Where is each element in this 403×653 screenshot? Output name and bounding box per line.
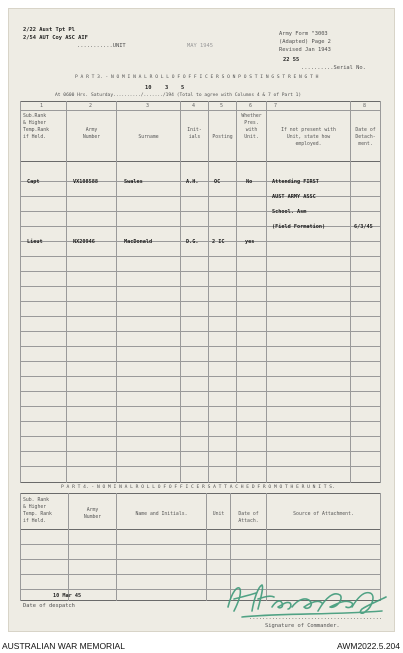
column-number-4: 4 — [192, 103, 196, 109]
part-4-title: P A R T 4. - N O M I N A L R O L L O F O F F I C E R S A T T A C H E D F R O M O T H E R U N I T S. — [61, 485, 335, 490]
header-initials: Init- ials — [187, 128, 202, 140]
row-1-rank: Capt — [27, 179, 40, 185]
row-1-detachment-date: 6/3/45 — [354, 224, 373, 230]
despatch-date-label: Date of despatch — [23, 603, 75, 609]
serial-label: ..........Serial No. — [301, 65, 366, 71]
date-day: 10 — [145, 85, 152, 91]
despatch-date: 10 Mar 45 — [53, 593, 82, 599]
form-id-line-3: Revised Jan 1943 — [279, 47, 331, 53]
header-army-number: Army Number — [82, 128, 101, 140]
form-id-line-1: Army Form "3003 — [279, 31, 328, 37]
row-1-present: No — [246, 179, 253, 185]
serial-number: 22 55 — [283, 57, 300, 63]
row-2-army-number: NX20946 — [73, 239, 95, 245]
header-detachment-date: Date of Detach- ment. — [355, 128, 376, 147]
header-employment: If not present with Unit, state how employed. — [281, 128, 336, 147]
column-number-1: 1 — [40, 103, 44, 109]
p4-header-attach-date: Date of Attach. — [238, 512, 259, 524]
column-number-3: 3 — [146, 103, 150, 109]
faint-stamp: MAY 1945 — [187, 43, 213, 49]
row-1-posting: OC — [214, 179, 221, 185]
header-rank: Sub.Rank & Higher Temp.Rank if Held. — [23, 114, 49, 140]
p4-header-army-number: Army Number — [83, 508, 102, 520]
row-1-employed-line-3: School. Asm — [272, 209, 307, 215]
header-posting: Posting — [212, 135, 233, 140]
row-1-initials: A.H. — [186, 179, 199, 185]
p4-header-rank: Sub. Rank & Higher Temp. Rank if Held. — [23, 498, 52, 524]
part-3-title: P A R T 3. - N O M I N A L R O L L O F O F F I C E R S O N P O S T I N G S T R E N G T H — [75, 75, 319, 80]
row-2-posting: 2 IC — [212, 239, 225, 245]
date-year: 5 — [181, 85, 185, 91]
row-2-present: yes — [245, 239, 255, 245]
row-2-rank: Lieut — [27, 239, 43, 245]
column-number-2: 2 — [89, 103, 93, 109]
p4-header-unit: Unit — [212, 512, 225, 517]
header-present: Whether Pres. with Unit. — [241, 114, 262, 140]
unit-line-1: 2/22 Aust Tpt Pl — [23, 27, 75, 33]
unit-label: ...........UNIT — [77, 43, 126, 49]
form-sheet — [8, 8, 395, 632]
p4-header-name: Name and Initials. — [135, 512, 188, 517]
column-number-5: 5 — [220, 103, 224, 109]
archive-caption-bar — [0, 641, 403, 653]
row-2-initials: D.G. — [186, 239, 199, 245]
row-1-army-number: VX108588 — [73, 179, 98, 185]
column-number-6: 6 — [249, 103, 253, 109]
p4-header-source: Source of Attachment. — [293, 512, 354, 517]
row-1-employed-line-1: Attending FIRST — [272, 179, 319, 185]
row-1-surname: Swales — [124, 179, 143, 185]
unit-line-2: 2/54 AUT Coy ASC AIF — [23, 35, 88, 41]
column-number-7: 7 — [274, 103, 278, 109]
signature-label: Signature of Commander. — [265, 623, 340, 629]
archive-caption-left: AUSTRALIAN WAR MEMORIAL — [2, 641, 125, 651]
row-1-employed-line-2: AUST ARMY ASSC — [272, 194, 316, 200]
date-line: At 0600 Hrs. Saturday........../......./194 (Total to agree with Columns 4 & 7 of Part 1) — [55, 93, 302, 98]
column-number-8: 8 — [363, 103, 367, 109]
archive-caption-right: AWM2022.5.204 — [337, 641, 400, 651]
row-2-surname: MacDonald — [124, 239, 153, 245]
header-surname: Surname — [138, 135, 159, 140]
part-3-table — [20, 101, 381, 483]
commander-signature-image — [222, 577, 394, 621]
signature-rule: ......................................... — [249, 615, 383, 621]
form-id-line-2: (Adapted) Page 2 — [279, 39, 331, 45]
date-month: 3 — [165, 85, 169, 91]
row-1-employed-line-4: (Field Formation) — [272, 224, 326, 230]
